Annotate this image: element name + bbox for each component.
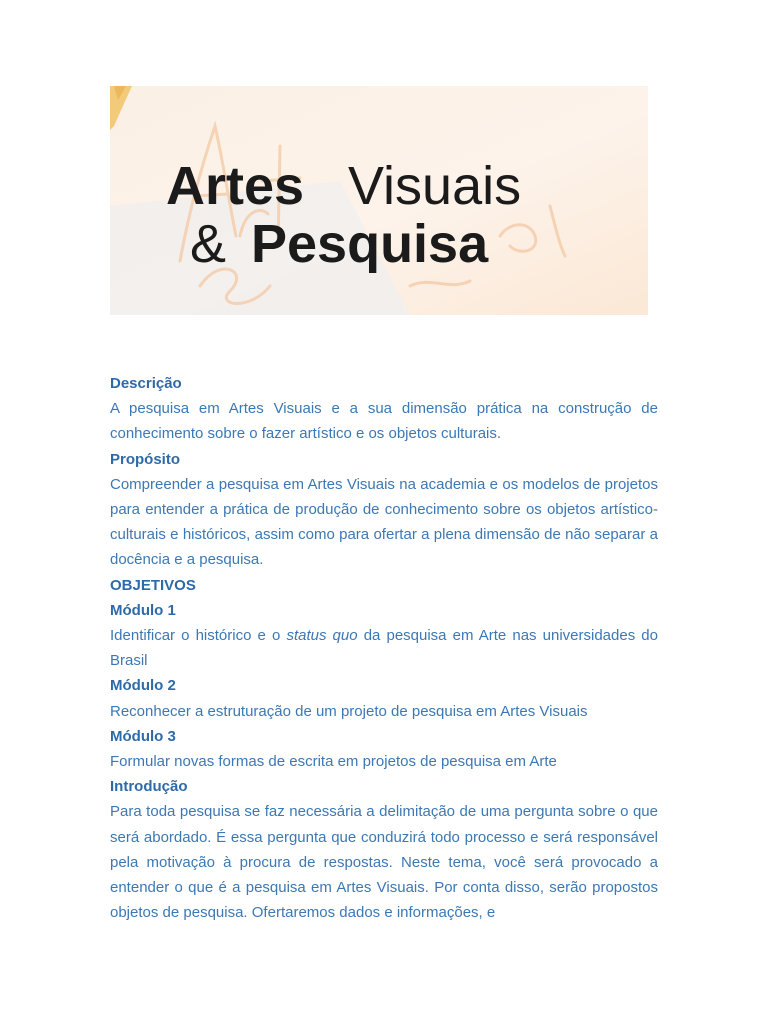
heading-modulo-2: Módulo 2 [110,677,176,695]
banner-title-light-word: Visuais [348,156,522,216]
document-body [110,371,658,925]
text-modulo-1-end: da pesquisa em Arte nas universidades do Brasil [110,627,658,670]
heading-proposito: Propósito [110,450,180,468]
heading-modulo-1: Módulo 1 [110,601,176,619]
text-modulo-1-start: Identificar o histórico e o [110,627,287,645]
heading-objetivos: OBJETIVOS [110,576,196,594]
text-modulo-3: Formular novas formas de escrita em projetos de pesquisa em Arte [110,753,557,771]
text-introducao: Para toda pesquisa se faz necessária a delimitação de uma pergunta sobre o que será abordado. É essa pergunta que conduzirá todo processo e será responsável pela motivação à procura de respostas. Neste tema, você será provocado a entender o que é a pesquisa em Artes Visuais. Por conta disso, serão propostos objetos de pesquisa. Ofertaremos dados e informações, e [110,803,658,922]
text-modulo-1-italic: status quo [286,627,358,645]
text-modulo-2: Reconhecer a estruturação de um projeto de pesquisa em Artes Visuais [110,702,588,720]
text-modulo-1 [110,623,658,673]
banner-title-bold-word: Artes [166,156,305,216]
banner-title-subject-word: Pesquisa [251,214,489,274]
text-proposito: Compreender a pesquisa em Artes Visuais na academia e os modelos de projetos para entender a prática de produção de conhecimento sobre os objetos artístico-culturais e históricos, assim como para ofertar a plena dimensão de não separar a docência e a pesquisa. [110,475,658,569]
banner-image [110,86,648,315]
text-descricao: A pesquisa em Artes Visuais e a sua dimensão prática na construção de conhecimento sobre o fazer artístico e os objetos culturais. [110,400,658,443]
banner-title-ampersand: & [190,214,227,274]
heading-modulo-3: Módulo 3 [110,727,176,745]
heading-descricao: Descrição [110,375,182,392]
heading-introducao: Introdução [110,778,188,796]
